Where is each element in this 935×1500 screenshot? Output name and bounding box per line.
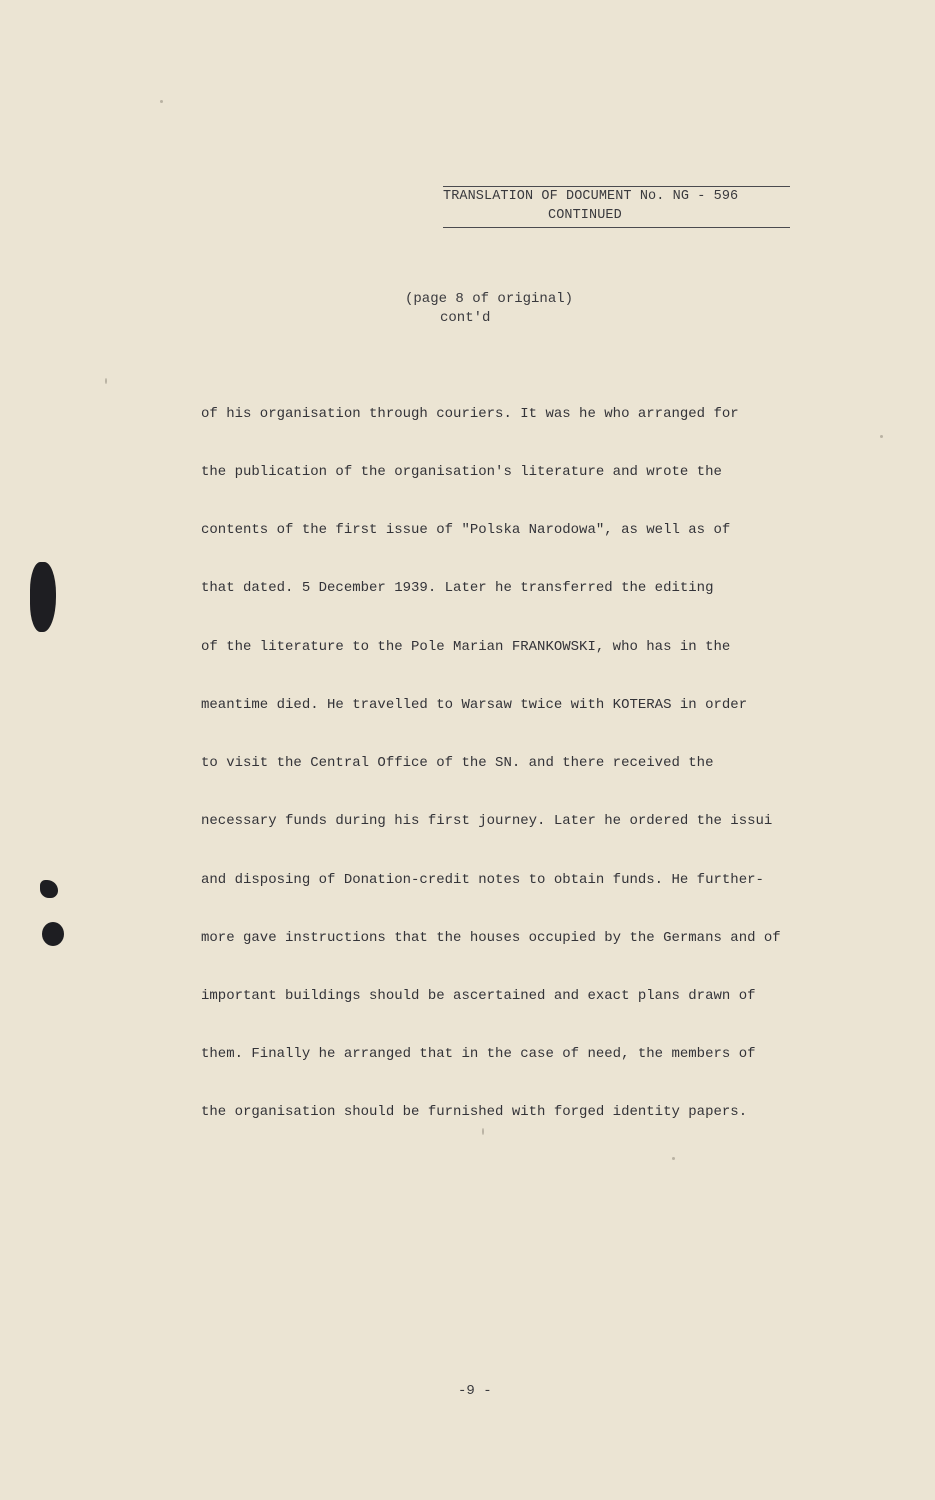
original-page-reference [405, 290, 573, 328]
paper-speck [482, 1128, 484, 1135]
body-line: important buildings should be ascertained and exact plans drawn of [201, 988, 756, 1004]
punch-hole-mark [42, 922, 64, 946]
punch-hole-mark [40, 880, 58, 898]
document-header [443, 186, 790, 228]
paper-speck [880, 435, 883, 438]
header-continued: CONTINUED [548, 208, 622, 223]
page-ref-contd: cont'd [440, 310, 491, 326]
punch-hole-mark [30, 562, 56, 632]
body-line: and disposing of Donation-credit notes to obtain funds. He further- [201, 871, 764, 888]
body-line: of his organisation through couriers. It was he who arranged for [201, 405, 739, 422]
body-line: that dated. 5 December 1939. Later he transferred the editing [201, 580, 714, 597]
body-paragraph [201, 366, 891, 1162]
page-ref-line: (page 8 of original) [405, 291, 574, 307]
paper-speck [672, 1157, 675, 1160]
page-number: -9 - [458, 1383, 492, 1399]
body-line: the organisation should be furnished with forged identity papers. [201, 1104, 748, 1121]
body-line: more gave instructions that the houses occupied by the Germans and of [201, 929, 781, 946]
body-line: of the literature to the Pole Marian FRANKOWSKI, who has in the [201, 638, 731, 655]
body-line: contents of the first issue of "Polska Narodowa", as well as of [201, 522, 731, 539]
header-title: TRANSLATION OF DOCUMENT No. NG - 596 [443, 189, 739, 204]
body-line: the publication of the organisation's literature and wrote the [201, 464, 722, 481]
body-line: necessary funds during his first journey. Later he ordered the issui [201, 813, 773, 830]
body-line: to visit the Central Office of the SN. and there received the [201, 755, 714, 772]
paper-speck [105, 378, 107, 384]
body-line: meantime died. He travelled to Warsaw twice with KOTERAS in order [201, 696, 748, 713]
body-line: them. Finally he arranged that in the case of need, the members of [201, 1046, 756, 1063]
paper-speck [160, 100, 163, 103]
